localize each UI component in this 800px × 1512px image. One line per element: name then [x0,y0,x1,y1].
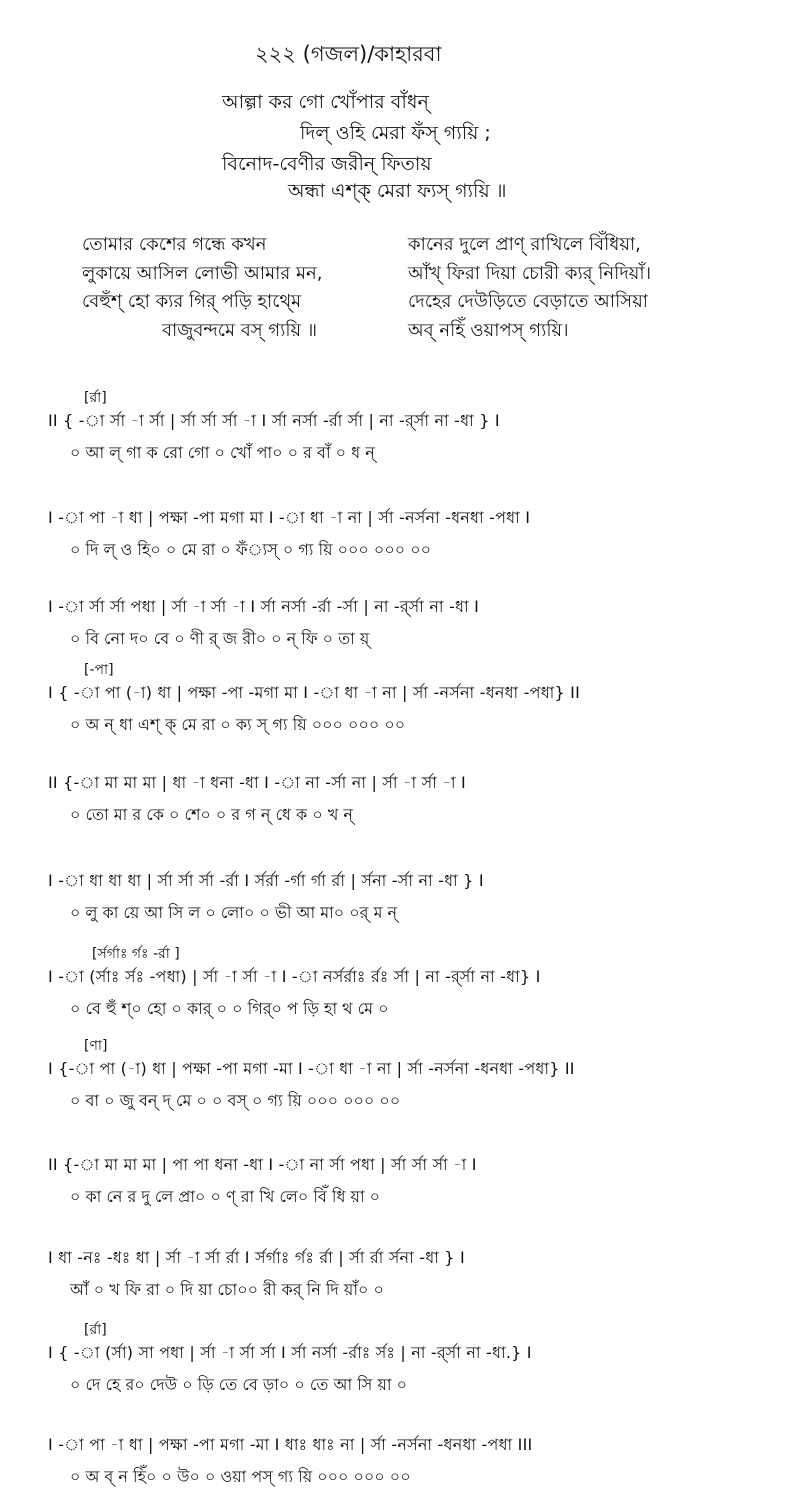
annotation-row-1: [র্রা] [84,390,107,406]
notation-row-10: I ধা -নঃ -ধঃ ধা | র্সা -া র্সা র্রা I র্সর্গাঃ র্গঃ র্রা | র্সা র্রা র্সনা -ধা } I [48,1248,465,1267]
verse-left-2: লুকায়ে আসিল লোভী আমার মন, [82,263,323,284]
verse-right-2: আঁখ্ ফিরা দিয়া চোরী ক্যর্ নিদিয়াঁ। [408,263,652,284]
notation-row-6: I -া ধা ধা ধা | র্সা র্সা র্সা -র্রা I র্সর্রা -র্গা র্গা র্রা | র্সনা -র্সা না -ধা } I [48,871,484,890]
notation-row-9: II {-া মা মা মা | পা পা ধনা -ধা I -া না র্সা পধা | র্সা র্সা র্সা -া I [48,1155,477,1174]
notation-row-2: I -া পা -া ধা | পক্ষা -পা মগা মা I -া ধা -া না | র্সা -নর্সনা -ধনধা -পধা I [48,508,531,527]
annotation-row-4: [-পা] [84,662,114,678]
lyrics-row-5: ০ তো মা র কে ০ শে০ ০ র গ ন্ ধে ক ০ খ ন্ [70,805,353,824]
verse-right-4: অব্ নহিঁ ওয়াপস্ গ্যয়ি। [408,320,569,341]
lyrics-row-1: ০ আ ল্ গা ক রো গো ০ খোঁ পা০ ০ র বাঁ ০ ধ ন্ [70,443,375,462]
lyrics-row-8: ০ বা ০ জু বন্ দ্ মে ০ ০ বস্ ০ গ্য য়ি ০০০ ০০০ ০০ [70,1091,401,1110]
poem-line-1: আল্গা কর গো খোঁপার বাঁধন্ [222,91,429,113]
lyrics-row-2: ০ দি ল্ ও হি০ ০ মে রা ০ ফঁ্যস্ ০ গ্য য়ি ০০০ ০০০ ০০ [70,540,432,559]
annotation-row-8: [ণা] [84,1038,108,1054]
notation-row-5: II {-া মা মা মা | ধা -া ধনা -ধা I -া না -র্সা না | র্সা -া র্সা -া I [48,773,466,792]
poem-line-3: বিনোদ-বেণীর জরীন্ ফিতায় [222,153,432,175]
notation-row-7: I -া (র্সাঃ র্সঃ -পধা) | র্সা -া র্সা -া I -া নর্সর্রাঃ র্রঃ র্সা | না -র্র্সা না -ধা} I [48,967,541,986]
notation-row-12: I -া পা -া ধা | পক্ষা -পা মগা -মা I ধাঃ ধাঃ না | র্সা -নর্সনা -ধনধা -পধা III [48,1435,533,1454]
verse-left-3: বেহুঁশ্ হো ক্যর গির্ পড়ি হাথ্মে [82,291,302,312]
poem-line-2: দিল্ ওহি মেরা ফঁস্ গ্যয়ি ; [300,122,491,144]
notation-row-4: I { -া পা (-া) ধা | পক্ষা -পা -মগা মা I -া ধা -া না | র্সা -নর্সনা -ধনধা -পধা} II [48,683,581,702]
notation-row-11: I { -া (র্সা) সা পধা | র্সা -া র্সা র্সা I র্সা নর্সা -র্রাঃ র্সঃ | না -র্র্সা না -ধা.} I [48,1343,532,1362]
lyrics-row-6: ০ লু কা য়ে আ সি ল ০ লো০ ০ ভী আ মা০ ০র্ ম ন্ [70,903,398,922]
annotation-row-7: [র্সর্গাঃ র্গঃ -র্রা ] [92,946,180,962]
verse-left-1: তোমার কেশের গন্ধে কখন [82,234,267,255]
verse-right-3: দেহের দেউড়িতে বেড়াতে আসিয়া [408,291,649,312]
lyrics-row-3: ০ বি নো দ০ বে ০ ণী র্ জ রী০ ০ ন্ ফি ০ তা য়্ [70,629,370,648]
lyrics-row-9: ০ কা নে র দু লে প্রা০ ০ ণ্ রা খি লে০ বিঁ ধি য়া ০ [70,1187,381,1206]
annotation-row-11: [র্রা] [84,1322,107,1338]
poem-line-4: অন্ধা এশ্ক্ মেরা ফ্যস্ গ্যয়ি ॥ [288,180,507,202]
lyrics-row-12: ০ অ ব্ ন হিঁ০ ০ উ০ ০ ওয়া পস্ গ্য য়ি ০০০ ০০০ ০০ [70,1467,411,1486]
lyrics-row-11: ০ দে হে র০ দেউ ০ ড়ি তে বে ড়া০ ০ তে আ সি য়া ০ [70,1375,407,1394]
notation-row-1: II { -া র্সা -া র্সা | র্সা র্সা র্সা -া I র্সা নর্সা -র্রা র্সা | না -র্র্সা না -ধা } I [48,411,500,430]
lyrics-row-7: ০ বে হুঁ শ্০ হো ০ কার্ ০ ০ গির্০ প ড়ি হা থ মে ০ [70,999,389,1018]
verse-left-4: বাজুবন্দমে বস্ গ্যয়ি ॥ [162,320,318,341]
verse-right-1: কানের দুলে প্রাণ্ রাখিলে বিঁধিয়া, [408,234,641,255]
notation-row-3: I -া র্সা র্সা পধা | র্সা -া র্সা -া I র্সা নর্সা -র্রা -র্সা | না -র্র্সা না -ধা I [48,597,480,616]
lyrics-row-10: আঁ ০ খ ফি রা ০ দি য়া চো০০ রী কর্ নি দি য়াঁ০ ০ [70,1280,384,1299]
notation-row-8: I {-া পা (-া) ধা | পক্ষা -পা মগা -মা I -া ধা -া না | র্সা -নর্সনা -ধনধা -পধা} II [48,1059,575,1078]
lyrics-row-4: ০ অ ন্ ধা এশ্ ক্ মে রা ০ ক্য স্ গ্য য়ি ০০০ ০০০ ০০ [70,715,406,734]
page-title: ২২২ (গজল)/কাহারবা [255,42,442,66]
